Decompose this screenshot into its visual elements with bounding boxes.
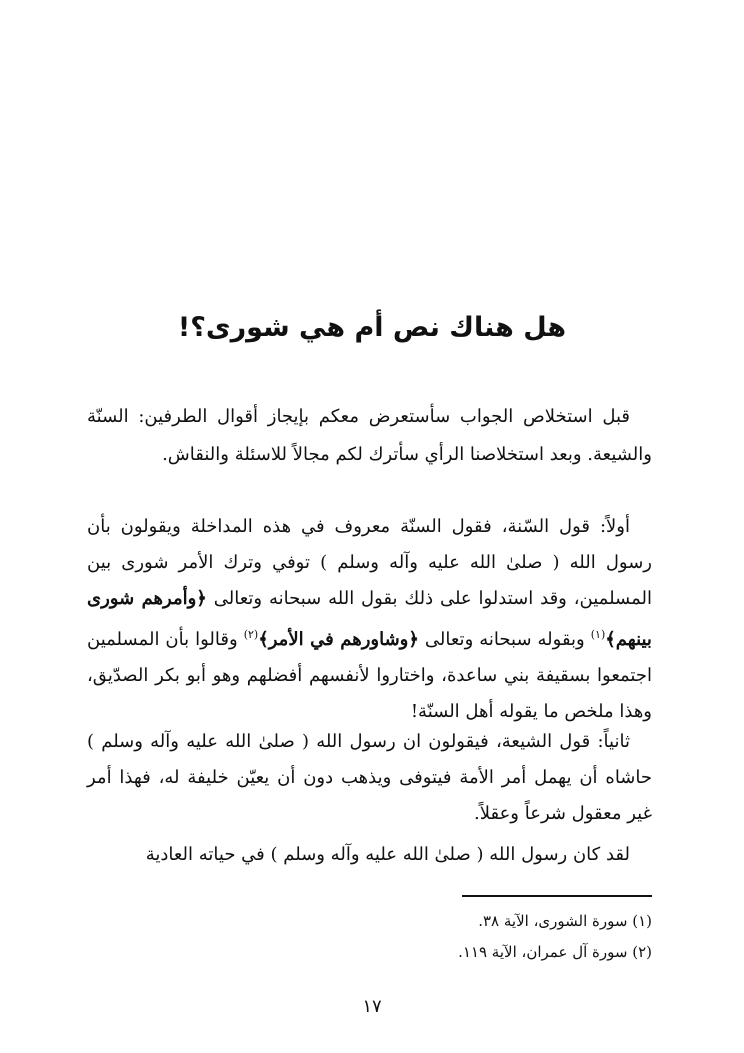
intro-text: قبل استخلاص الجواب سأستعرض معكم بإيجاز أقوال الطرفين: السنّة والشيعة. وبعد استخلاصنا الرأي سأترك لكم مجالاً للاسئلة والنقاش. xyxy=(87,406,652,465)
shia-text: فيقولون ان رسول الله ( صلىٰ الله عليه وآله وسلم ) حاشاه أن يهمل أمر الأمة فيتوفى ويذهب دون أن يعيّن خليفة له، فهذا أمر غير معقول شرعاً وعقلاً. xyxy=(87,731,652,824)
quran-quote-1: ﴿وأمرهم شورى بينهم﴾ xyxy=(87,588,652,650)
continuation-text: لقد كان رسول الله ( صلىٰ الله عليه وآله وسلم ) في حياته العادية xyxy=(145,844,630,865)
sunni-view-paragraph xyxy=(87,509,652,730)
chapter-title: هل هناك نص أم هي شورى؟! xyxy=(177,312,567,343)
shia-view-text xyxy=(87,724,652,832)
sunni-view-text xyxy=(87,509,652,730)
continuation-paragraph xyxy=(87,836,652,874)
page-number: ١٧ xyxy=(362,996,382,1017)
sunni-text-part2: وقالوا بأن المسلمين اجتمعوا بسقيفة بني ساعدة، واختاروا لأنفسهم أفضلهم وهو أبو بكر الصدّيق، وهذا ملخص ما يقوله أهل السنّة! xyxy=(87,629,652,722)
footnote-ref-1: (١) xyxy=(590,628,606,641)
connector-text: وبقوله سبحانه وتعالى xyxy=(424,629,585,650)
footnote-2: (٢) سورة آل عمران، الآية ١١٩. xyxy=(458,943,652,961)
shia-heading: ثانياً: قول الشيعة، xyxy=(495,731,630,752)
footnote-ref-2: (٢) xyxy=(243,628,259,641)
intro-paragraph xyxy=(87,398,652,474)
footnote-divider xyxy=(462,895,652,897)
sunni-text-part1: فقول السنّة معروف في هذه المداخلة ويقولون بأن رسول الله ( صلىٰ الله عليه وآله وسلم ) توفي وترك الأمر شورى بين المسلمين، وقد استدلوا على ذلك بقول الله سبحانه وتعالى xyxy=(87,516,652,609)
footnotes xyxy=(87,906,652,968)
footnote-1: (١) سورة الشورى، الآية ٣٨. xyxy=(478,912,652,930)
quran-quote-2: ﴿وشاورهم في الأمر﴾ xyxy=(258,629,419,650)
sunni-heading: أولاً: قول السّنة، xyxy=(501,516,630,537)
shia-view-paragraph xyxy=(87,724,652,832)
